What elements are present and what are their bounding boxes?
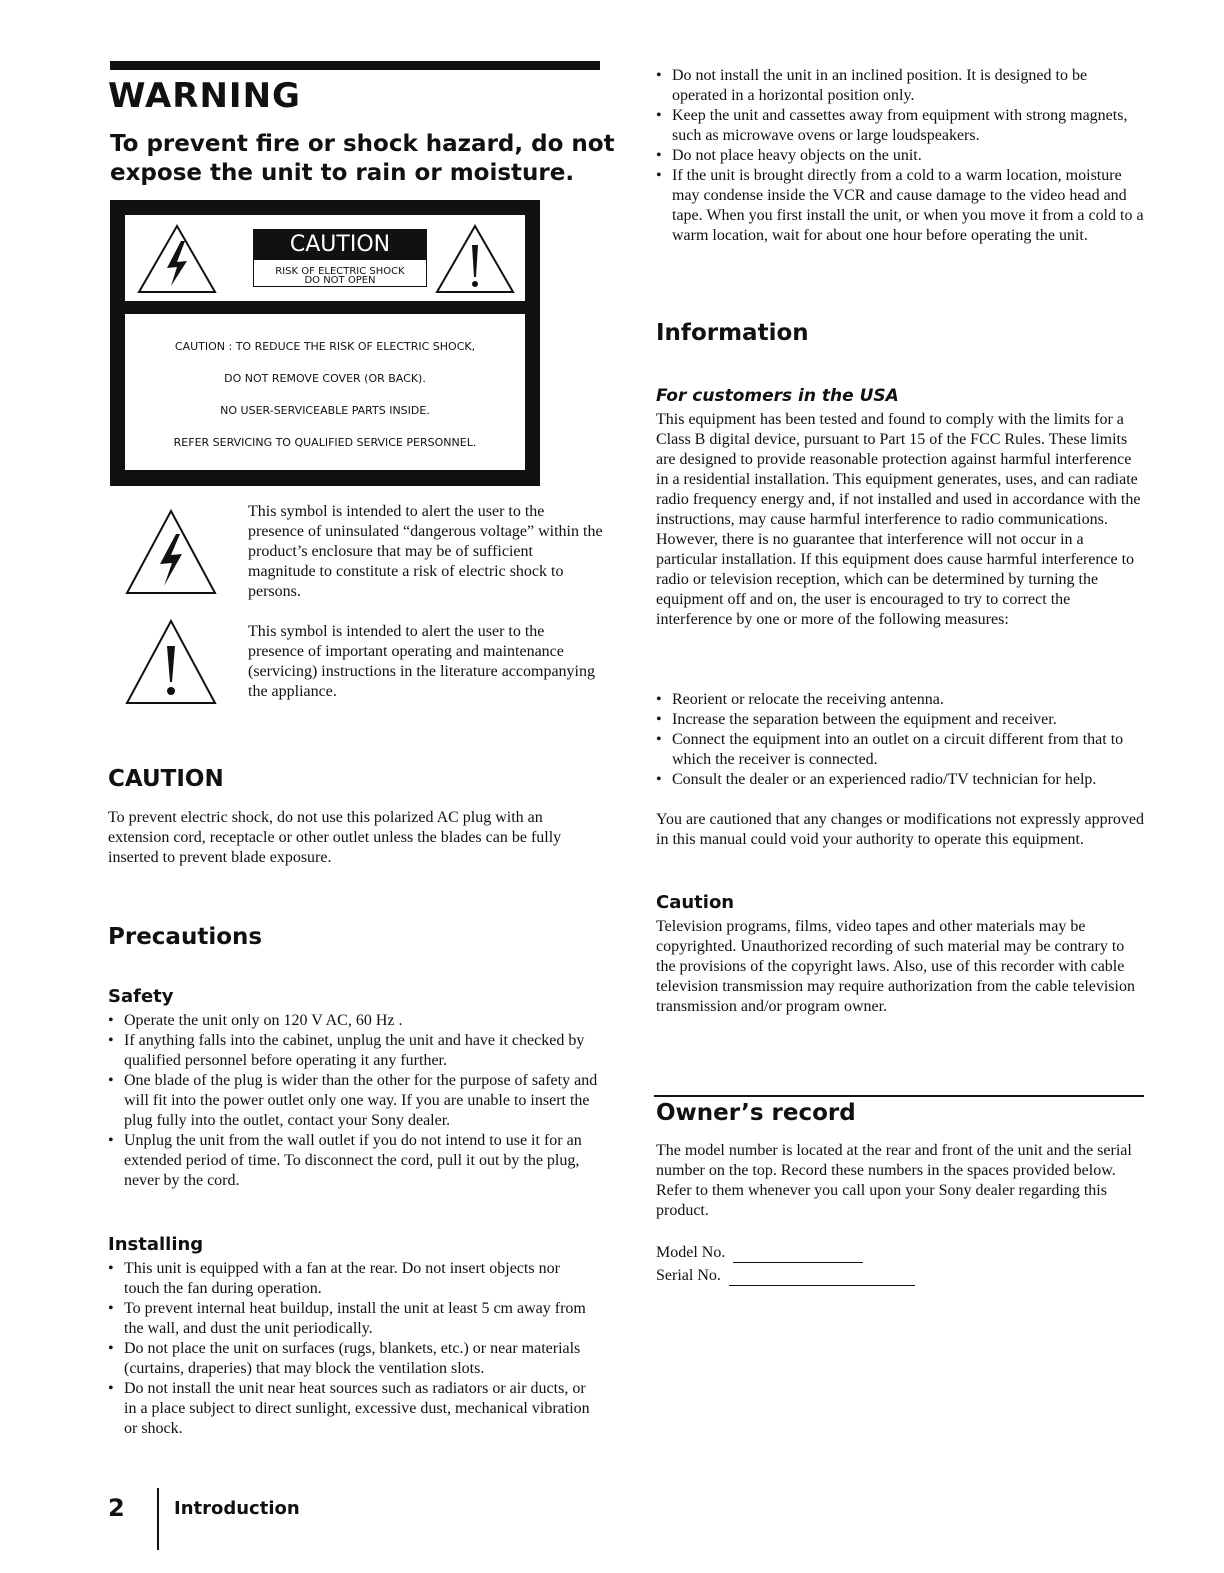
caution-label-line2: DO NOT REMOVE COVER (OR BACK).: [224, 372, 426, 385]
list-item: • Reorient or relocate the receiving antenna.: [656, 690, 1146, 710]
serial-number-blank[interactable]: [729, 1271, 915, 1286]
footer-section-title: Introduction: [174, 1498, 300, 1519]
safety-list: [108, 1011, 598, 1191]
lightning-warning-icon: [136, 223, 218, 295]
lightning-symbol-icon: [124, 508, 218, 596]
fcc-statement: This equipment has been tested and found to comply with the limits for a Class B digital device, pursuant to Part 15 of the FCC Rules. These limits are designed to provide reasonable protection against harmful interference in a residential installation. This equipment generates, uses, and can radiate radio frequency energy and, if not installed and used in accordance with the instructions, may cause harmful interference to radio communications. However, there is no guarantee that interference will not occur in a particular installation. If this equipment does cause harmful interference to radio or television reception, which can be determined by turning the equipment off and on, the user is encouraged to try to correct the interference by one or more of the following measures:: [656, 411, 1141, 628]
page-number: 2: [108, 1494, 125, 1522]
list-item: • Do not place heavy objects on the unit.: [656, 146, 1144, 166]
model-number-label: Model No.: [656, 1244, 726, 1261]
caution-label-box: [110, 200, 540, 486]
list-item: • If anything falls into the cabinet, unplug the unit and have it checked by qualified personnel before operating it any further.: [108, 1031, 598, 1071]
exclamation-symbol-description: This symbol is intended to alert the user to the presence of important operating and maintenance (servicing) instructions in the literature accompanying the appliance.: [248, 623, 595, 700]
safety-heading: Safety: [108, 986, 174, 1007]
owners-record-rule: [654, 1095, 1144, 1097]
caution-label-top-panel: [125, 215, 525, 301]
exclamation-symbol-icon: [124, 618, 218, 706]
caution-label-line3: NO USER-SERVICEABLE PARTS INSIDE.: [220, 404, 430, 417]
interference-measures-list: [656, 690, 1146, 790]
installing-list: [108, 1259, 598, 1439]
information-heading: Information: [656, 320, 809, 346]
list-item: • Consult the dealer or an experienced radio/TV technician for help.: [656, 770, 1146, 790]
caution-heading: CAUTION: [108, 766, 224, 792]
footer-divider: [157, 1488, 159, 1550]
installing-list-continued: [656, 66, 1144, 246]
risk-of-shock-line: RISK OF ELECTRIC SHOCK: [275, 266, 405, 277]
do-not-open-line: DO NOT OPEN: [304, 275, 376, 286]
owners-record-heading: Owner’s record: [656, 1100, 856, 1126]
list-item: • Do not install the unit in an inclined position. It is designed to be operated in a horizontal position only.: [656, 66, 1144, 106]
warning-subtitle: [110, 130, 615, 188]
caution-banner: [253, 229, 427, 287]
lightning-symbol-description: This symbol is intended to alert the user to the presence of uninsulated “dangerous voltage” within the product’s enclosure that may be of sufficient magnitude to constitute a risk of electric shock to persons.: [248, 503, 603, 600]
usa-customers-heading: For customers in the USA: [656, 386, 899, 406]
caution-label-line1: CAUTION : TO REDUCE THE RISK OF ELECTRIC SHOCK,: [174, 340, 476, 353]
warning-subtitle-line1: To prevent fire or shock hazard, do not: [110, 131, 615, 157]
owners-record-text: The model number is located at the rear and front of the unit and the serial number on the top. Record these numbers in the spaces provided below. Refer to them whenever you call upon your Sony dealer regarding this product.: [656, 1142, 1132, 1219]
copyright-caution-text: Television programs, films, video tapes and other materials may be copyrighted. Unauthorized recording of such material may be contrary to the provisions of the copyright laws. Also, use of this recorder with cable television transmission may require authorization from the cable television transmission and/or program owner.: [656, 918, 1135, 1015]
modification-warning: You are cautioned that any changes or modifications not expressly approved in this manual could void your authority to operate this equipment.: [656, 811, 1145, 848]
precautions-heading: Precautions: [108, 924, 263, 950]
list-item: • One blade of the plug is wider than the other for the purpose of safety and will fit into the power outlet only one way. If you are unable to insert the plug fully into the outlet, contact your Sony dealer.: [108, 1071, 598, 1131]
warning-title: WARNING: [108, 76, 301, 116]
copyright-caution-heading: Caution: [656, 892, 735, 913]
model-number-blank[interactable]: [733, 1248, 863, 1263]
list-item: • Do not install the unit near heat sources such as radiators or air ducts, or in a place subject to direct sunlight, excessive dust, mechanical vibration or shock.: [108, 1379, 598, 1439]
caution-text: To prevent electric shock, do not use this polarized AC plug with an extension cord, receptacle or other outlet unless the blades can be fully inserted to prevent blade exposure.: [108, 809, 562, 866]
exclamation-warning-icon: [434, 223, 516, 295]
list-item: • Unplug the unit from the wall outlet if you do not intend to use it for an extended period of time. To disconnect the cord, pull it out by the plug, never by the cord.: [108, 1131, 598, 1191]
list-item: • Connect the equipment into an outlet on a circuit different from that to which the receiver is connected.: [656, 730, 1146, 770]
model-number-row: [656, 1243, 863, 1263]
installing-heading: Installing: [108, 1234, 204, 1255]
list-item: • Do not place the unit on surfaces (rugs, blankets, etc.) or near materials (curtains, draperies) that may block the ventilation slots.: [108, 1339, 598, 1379]
list-item: • Keep the unit and cassettes away from equipment with strong magnets, such as microwave ovens or large loudspeakers.: [656, 106, 1144, 146]
caution-banner-title: CAUTION: [254, 230, 426, 260]
caution-label-bottom-panel: [125, 314, 525, 470]
list-item: • Operate the unit only on 120 V AC, 60 Hz .: [108, 1011, 598, 1031]
list-item: • This unit is equipped with a fan at the rear. Do not insert objects nor touch the fan during operation.: [108, 1259, 598, 1299]
list-item: • Increase the separation between the equipment and receiver.: [656, 710, 1146, 730]
caution-label-line4: REFER SERVICING TO QUALIFIED SERVICE PERSONNEL.: [173, 436, 477, 449]
list-item: • To prevent internal heat buildup, install the unit at least 5 cm away from the wall, and dust the unit periodically.: [108, 1299, 598, 1339]
serial-number-label: Serial No.: [656, 1267, 721, 1284]
warning-subtitle-line2: expose the unit to rain or moisture.: [110, 160, 575, 186]
warning-top-rule: [110, 61, 600, 70]
list-item: • If the unit is brought directly from a cold to a warm location, moisture may condense inside the VCR and cause damage to the video head and tape. When you first install the unit, or when you move it from a cold to a warm location, wait for about one hour before operating the unit.: [656, 166, 1144, 246]
serial-number-row: [656, 1266, 915, 1286]
